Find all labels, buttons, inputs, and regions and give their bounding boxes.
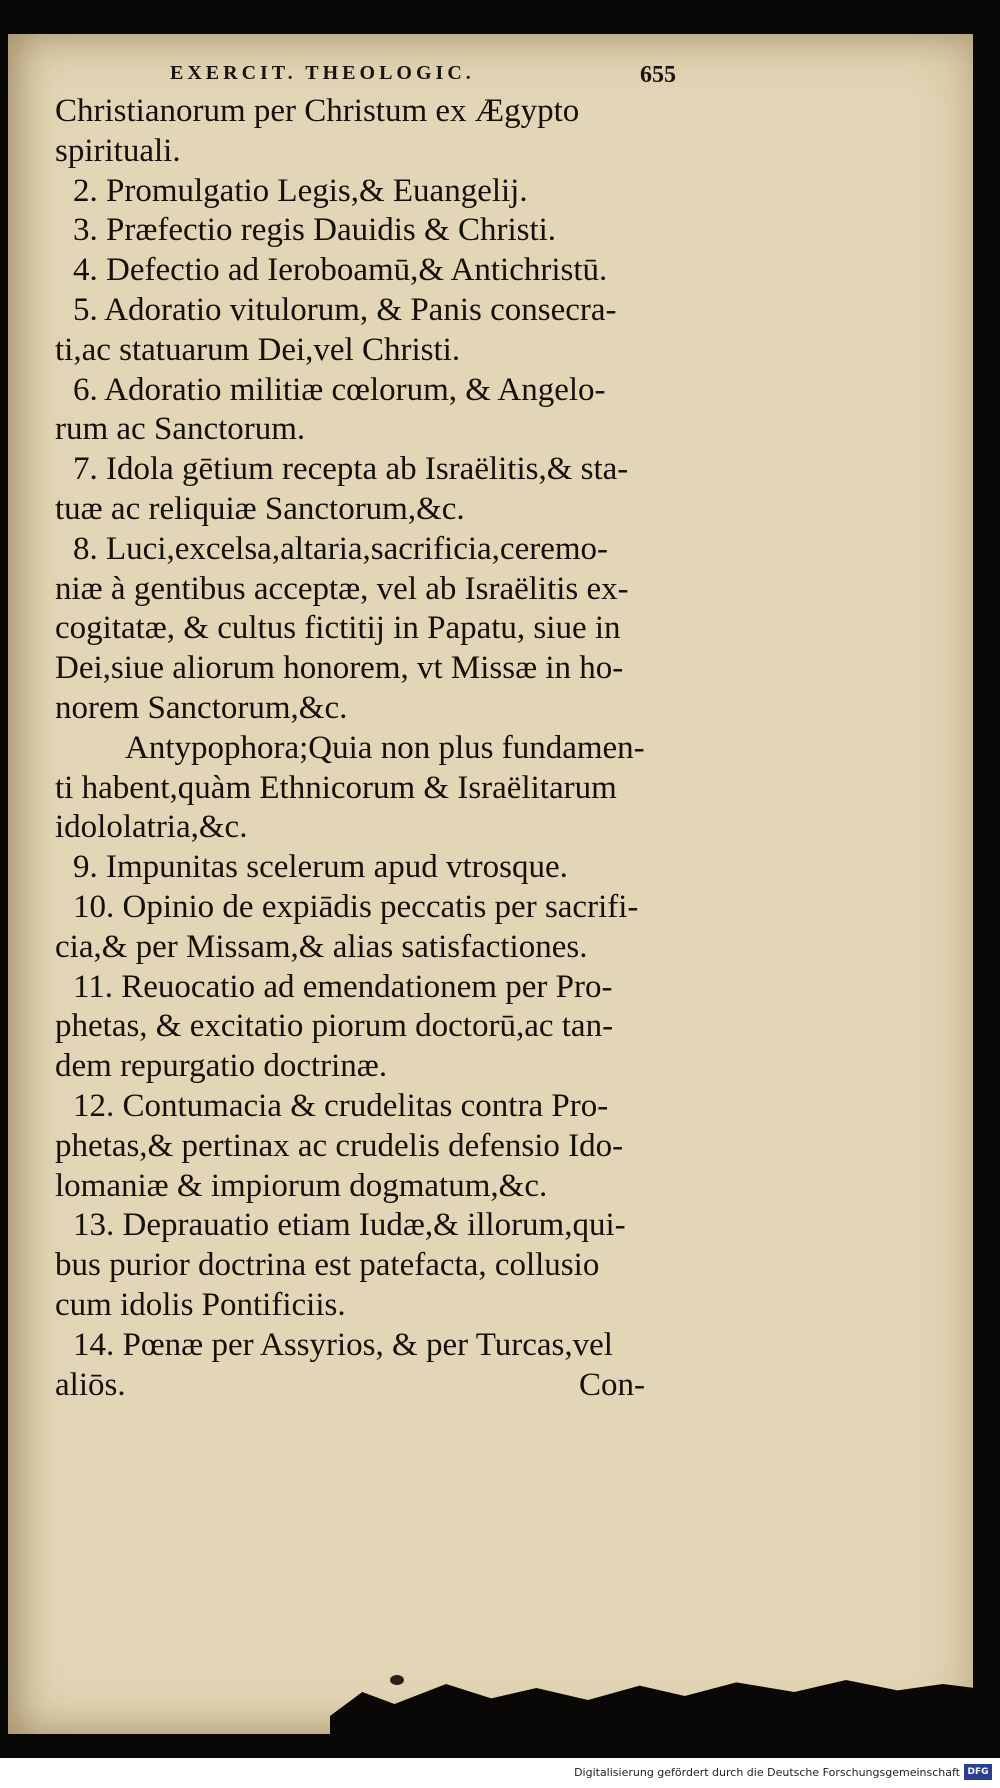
- text-line: spirituali.: [55, 132, 181, 169]
- text-line: 4. Defectio ad Ieroboamū,& Antichristū.: [73, 252, 608, 289]
- text-line: 5. Adoratio vitulorum, & Panis consecra-: [73, 291, 617, 328]
- text-line: norem Sanctorum,&c.: [55, 689, 348, 726]
- page-number: 655: [640, 62, 676, 88]
- text-line: Dei,siue aliorum honorem, vt Missæ in ho-: [55, 650, 624, 687]
- text-line: 2. Promulgatio Legis,& Euangelij.: [73, 172, 528, 209]
- text-line: lomaniæ & impiorum dogmatum,&c.: [55, 1167, 548, 1204]
- text-line: Antypophora;Quia non plus fundamen-: [125, 729, 645, 766]
- text-line: 9. Impunitas scelerum apud vtrosque.: [73, 849, 568, 886]
- footer-credit: Digitalisierung gefördert durch die Deutsche Forschungsgemeinschaft: [574, 1766, 960, 1779]
- text-line: 7. Idola gētium recepta ab Israëlitis,& sta-: [73, 451, 629, 488]
- text-line: Christianorum per Christum ex Ægypto: [55, 93, 580, 129]
- text-line: 14. Pœnæ per Assyrios, & per Turcas,vel: [73, 1326, 613, 1363]
- text-line: dem repurgatio doctrinæ.: [55, 1048, 388, 1085]
- page-text: [55, 92, 685, 1405]
- running-title: EXERCIT. THEOLOGIC.: [170, 62, 475, 84]
- catchword: Con-: [579, 1366, 645, 1403]
- text-line: 12. Contumacia & crudelitas contra Pro-: [73, 1087, 609, 1124]
- text-line: bus purior doctrina est patefacta, collusio: [55, 1247, 600, 1284]
- text-line: 3. Præfectio regis Dauidis & Christi.: [73, 212, 557, 249]
- footer-bar: [0, 1758, 1000, 1788]
- text-line: 8. Luci,excelsa,altaria,sacrificia,ceremo-: [73, 530, 609, 567]
- ink-smudge: [390, 1675, 404, 1685]
- text-line: cia,& per Missam,& alias satisfactiones.: [55, 928, 588, 965]
- text-line: tuæ ac reliquiæ Sanctorum,&c.: [55, 490, 465, 527]
- text-line: rum ac Sanctorum.: [55, 411, 306, 448]
- text-line: ti habent,quàm Ethnicorum & Israëlitarum: [55, 769, 617, 806]
- text-line: aliōs. Con-: [55, 1366, 685, 1406]
- text-line: cogitatæ, & cultus fictitij in Papatu, siue in: [55, 610, 621, 647]
- text-line: phetas, & excitatio piorum doctorū,ac tan-: [55, 1008, 614, 1045]
- text-line: idololatria,&c.: [55, 809, 248, 846]
- text-line: phetas,& pertinax ac crudelis defensio Ido-: [55, 1127, 624, 1164]
- text-line: 13. Deprauatio etiam Iudæ,& illorum,qui-: [73, 1207, 626, 1244]
- text-line: 10. Opinio de expiādis peccatis per sacrifi-: [73, 888, 639, 925]
- text-line: 11. Reuocatio ad emendationem per Pro-: [73, 968, 613, 1005]
- text-line: ti,ac statuarum Dei,vel Christi.: [55, 331, 461, 368]
- text-line: niæ à gentibus acceptæ, vel ab Israëlitis ex-: [55, 570, 629, 607]
- dfg-logo-icon: DFG: [964, 1764, 992, 1780]
- text-line: 6. Adoratio militiæ cœlorum, & Angelo-: [73, 371, 606, 408]
- text-line: cum idolis Pontificiis.: [55, 1286, 346, 1323]
